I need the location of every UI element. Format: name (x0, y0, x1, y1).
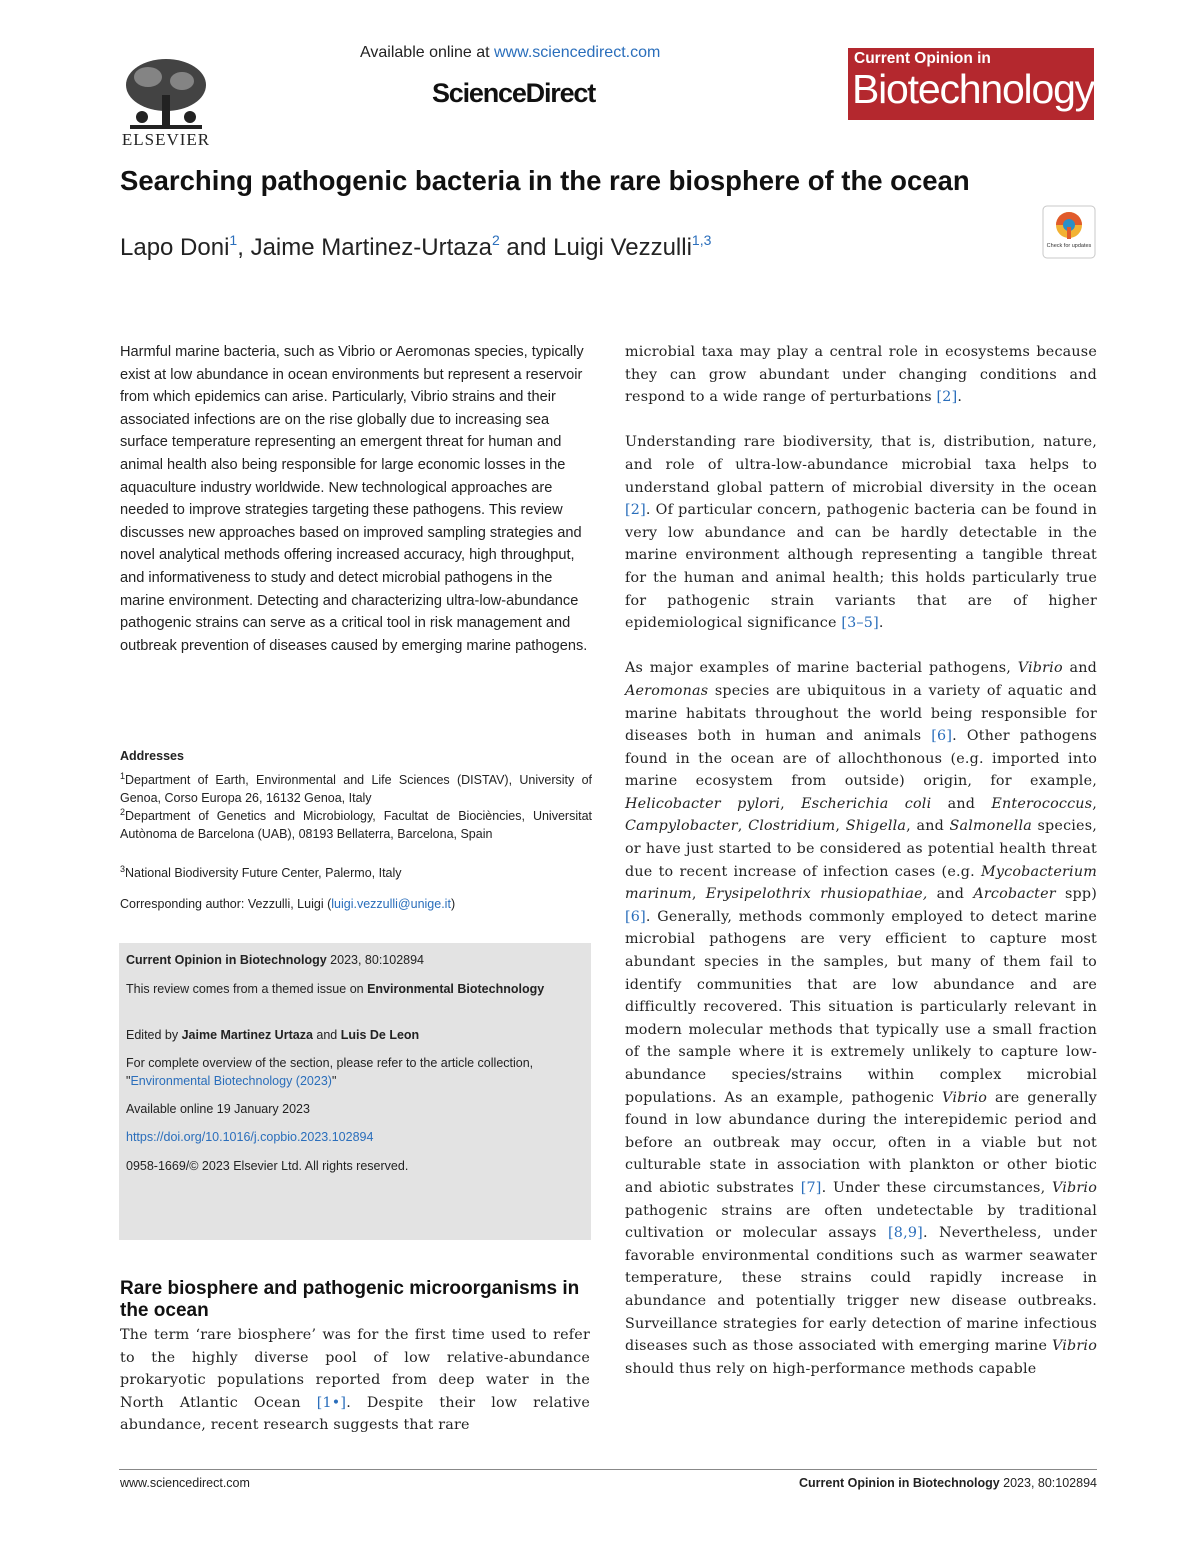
edited-prefix: Edited by (126, 1028, 182, 1042)
overview-prefix: For complete overview of the section, please refer to the article collection, " (126, 1056, 534, 1088)
reference-link[interactable]: [3–5] (841, 615, 879, 632)
right-column-body (625, 341, 1097, 1403)
body-text: , (1092, 795, 1097, 812)
body-text: . Of particular concern, pathogenic bacteria can be found in very low abundance and can be hardly detectable in the marine environment although representing a tangible threat for the human and animal health; this holds particularly true for pathogenic strain variants that are of higher epidemiological significance (625, 502, 1097, 632)
taxon-name: Helicobacter pylori (625, 795, 781, 812)
body-text: . Under these circumstances, (821, 1179, 1052, 1196)
footer-volume: 2023, 80:102894 (999, 1476, 1097, 1490)
check-for-updates-icon[interactable] (1042, 205, 1096, 259)
abstract: Harmful marine bacteria, such as Vibrio or Aeromonas species, typically exist at low abundance in ocean environments but represent a reservoir from which epidemics can arise. Particularly, Vibrio strains and their associated infections are on the rise globally due to increasing sea surface temperature representing an emergent threat for human and animal health also being responsible for large economic losses in the aquaculture industry worldwide. New technological approaches are needed to improve strategies targeting these pathogens. This review discusses new approaches based on improved sampling strategies and novel analytical methods offering increased accuracy, high throughput, and informativeness to study and detect microbial pathogens in the marine environment. Detecting and characterizing ultra-low-abundance pathogenic strains can serve as a critical tool in risk management and outbreak prevention of diseases caused by emerging marine pathogens. (120, 344, 588, 654)
taxon-name: Mycobacterium marinum (625, 863, 1097, 903)
author-separator: and (499, 234, 554, 261)
editors-and: and (312, 1028, 341, 1042)
addresses-heading: Addresses (120, 749, 184, 763)
available-online-line (360, 44, 660, 62)
corresponding-author (120, 897, 455, 911)
reference-link[interactable]: [2] (625, 502, 646, 519)
address-number: 1 (120, 771, 126, 781)
footer-citation (799, 1476, 1097, 1490)
publisher-wordmark: ELSEVIER (121, 130, 211, 149)
body-text: species are ubiquitous in a variety of aquatic and marine habitats throughout the world being responsible for diseases both in human and animals (625, 682, 1097, 745)
body-text: . (957, 389, 963, 406)
taxon-name: Vibrio (1017, 660, 1063, 677)
reference-link[interactable]: [8,9] (888, 1225, 923, 1242)
citation-journal: Current Opinion in Biotechnology (126, 953, 327, 967)
citation-line (126, 951, 582, 969)
body-text: and (931, 795, 992, 812)
body-text: Understanding rare biodiversity, that is, distribution, nature, and role of ultra-low-abundance microbial taxa helps to understand global pattern of microbial diversity in the ocean (625, 434, 1097, 496)
taxon-name: Vibrio (1051, 1179, 1097, 1196)
article-title: Searching pathogenic bacteria in the rare biosphere of the ocean (120, 165, 970, 196)
copyright-line: 0958-1669/© 2023 Elsevier Ltd. All rights reserved. (126, 1159, 409, 1173)
body-text: . Generally, methods commonly employed to detect marine microbial pathogens are very efficient to capture most abundant species in the samples, but many of them fail to identify communities that are low abundance and are difficultly recovered. This situation is particularly relevant in modern molecular methods that typically use a small fraction of the sample where it is extremely unlikely to capture low-abundance species/strains within complex microbial populations. As an example, pathogenic (625, 908, 1097, 1106)
taxon-name: Arcobacter (973, 886, 1056, 903)
author-name: Luigi Vezzulli (553, 234, 692, 261)
taxon-name: Salmonella (949, 818, 1032, 835)
taxon-name: Shigella (845, 818, 907, 835)
body-text: . (878, 615, 884, 632)
taxon-name: Enterococcus (991, 795, 1093, 812)
reference-link[interactable]: [6] (931, 728, 953, 745)
author-affiliation-mark[interactable]: 1 (229, 232, 238, 248)
sciencedirect-wordmark: ScienceDirect (432, 78, 595, 108)
journal-banner-line1: Current Opinion in (854, 50, 991, 67)
paragraph (625, 341, 1097, 409)
taxon-name: Clostridium (748, 818, 836, 835)
address-number: 3 (120, 864, 126, 874)
taxon-name: Vibrio (1051, 1338, 1097, 1355)
editor-name: Luis De Leon (340, 1028, 420, 1042)
reference-link[interactable]: [1•] (316, 1394, 347, 1411)
body-text: , (835, 818, 846, 835)
body-text: , (737, 818, 749, 835)
taxon-name: Escherichia coli (801, 795, 932, 812)
author-separator: , (237, 234, 251, 261)
taxon-name: Vibrio (942, 1089, 988, 1106)
citation-volume: 2023, 80:102894 (326, 953, 425, 967)
section-heading: Rare biosphere and pathogenic microorganisms in the ocean (120, 1278, 580, 1321)
body-text: microbial taxa may play a central role in ecosystems because they can grow abundant under changing conditions and respond to a wide range of perturbations (625, 344, 1097, 406)
address-item (120, 860, 592, 882)
author-name: Jaime Martinez-Urtaza (250, 234, 492, 261)
collection-link[interactable]: Environmental Biotechnology (2023) (130, 1074, 332, 1088)
overview-line (126, 1054, 582, 1090)
body-text: The term ‘rare biosphere’ was for the first time used to refer to the highly diverse pool of low relative-abundance prokaryotic populations reported from deep water in the North Atlantic Ocean (120, 1327, 590, 1411)
address-text: Department of Genetics and Microbiology, Facultat de Biociències, Universitat Autònoma de Barcelona (UAB), 08193 Bellaterra, Barcelona, Spain (120, 809, 592, 841)
overview-suffix: " (331, 1074, 337, 1088)
body-text: As major examples of marine bacterial pathogens, (625, 660, 1018, 677)
corresponding-prefix: Corresponding author: Vezzulli, Luigi ( (120, 897, 332, 911)
author-name: Lapo Doni (120, 234, 230, 261)
footer-rule (119, 1469, 1097, 1470)
check-badge-label: Check for updates (1046, 243, 1092, 249)
footer-journal: Current Opinion in Biotechnology (798, 1476, 1000, 1490)
body-text: should thus rely on high-performance methods capable (625, 1360, 1037, 1377)
body-text: species, or have just started to be considered as potential health threat due to recent increase of infection cases (e.g. (625, 818, 1097, 880)
body-text: , (691, 886, 706, 903)
address-item (120, 767, 592, 807)
article-info-box (119, 943, 591, 1240)
footer-website[interactable]: www.sciencedirect.com (120, 1476, 250, 1490)
author-affiliation-mark[interactable]: 2 (491, 232, 500, 248)
reference-link[interactable]: [7] (800, 1179, 822, 1196)
corresponding-suffix: ) (450, 897, 456, 911)
taxon-name: Campylobacter (625, 818, 738, 835)
doi-line (126, 1128, 582, 1146)
available-online-date: Available online 19 January 2023 (126, 1102, 310, 1116)
address-text: National Biodiversity Future Center, Palermo, Italy (125, 866, 402, 880)
body-text: , and (906, 818, 950, 835)
reference-link[interactable]: [6] (625, 908, 646, 925)
journal-banner-line2: Biotechnology (852, 66, 1094, 112)
corresponding-email-link[interactable]: luigi.vezzulli@unige.it (331, 897, 451, 911)
journal-banner (848, 48, 1094, 120)
editor-name: Jaime Martinez Urtaza (181, 1028, 313, 1042)
body-text: . Other pathogens found in the ocean are of allochthonous (e.g. imported into marine ecosystem from outside) origin, for example, (625, 728, 1097, 790)
body-text: pathogenic strains are often undetectable by traditional cultivation or molecular assays (625, 1202, 1097, 1242)
paragraph (625, 431, 1097, 634)
themed-issue-name: Environmental Biotechnology (367, 982, 545, 996)
themed-issue-line (126, 980, 582, 998)
address-text: Department of Earth, Environmental and Life Sciences (DISTAV), University of Genoa, Corso Europa 26, 16132 Genoa, Italy (120, 773, 592, 805)
taxon-name: Aeromonas (625, 682, 709, 699)
reference-link[interactable]: [2] (936, 389, 958, 406)
address-number: 2 (120, 807, 126, 817)
available-online-prefix: Available online at (360, 44, 495, 61)
body-text: and (927, 886, 974, 903)
body-text: . Nevertheless, under favorable environmental conditions such as warmer seawater temperature, these strains could rapidly increase in abundance and potentially trigger new disease outbreaks. Surveillance strategies for early detection of marine infectious diseases such as those associated with emerging marine (625, 1225, 1097, 1355)
body-text: . Despite their low relative abundance, recent research suggests that rare (120, 1394, 590, 1434)
address-item (120, 803, 592, 843)
editors-line (126, 1026, 582, 1044)
taxon-name: Erysipelothrix rhusiopathiae, (705, 886, 928, 903)
sciencedirect-link[interactable]: www.sciencedirect.com (494, 44, 661, 61)
body-text: are generally found in low abundance during the interepidemic period and before an outbreak may occur, often in a viable but not culturable state in association with plankton or other biotic and abiotic substrates (625, 1089, 1097, 1196)
body-text: , (780, 795, 802, 812)
author-list (120, 232, 711, 262)
author-affiliation-mark[interactable]: 1,3 (691, 232, 712, 248)
themed-prefix: This review comes from a themed issue on (126, 982, 368, 996)
section-body (120, 1324, 590, 1437)
body-text: spp) (1055, 886, 1097, 903)
body-text: and (1062, 660, 1097, 677)
doi-link[interactable]: https://doi.org/10.1016/j.copbio.2023.102894 (126, 1130, 374, 1144)
paragraph (625, 657, 1097, 1380)
